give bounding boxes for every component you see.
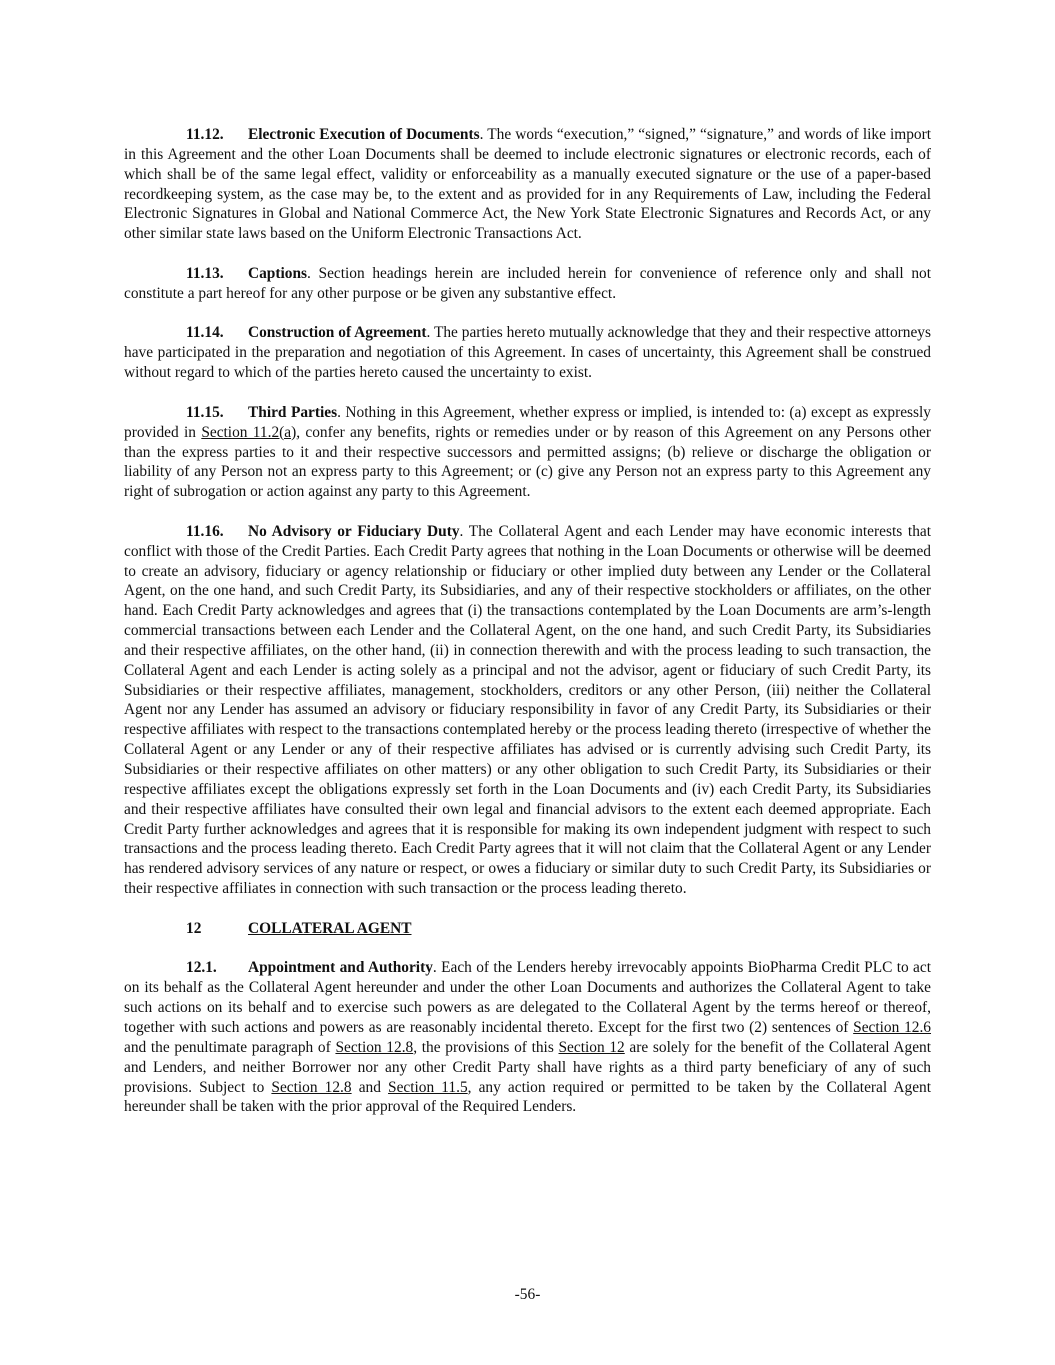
article-title: COLLATERAL AGENT xyxy=(248,919,412,937)
section-text: and xyxy=(351,1078,389,1096)
section-text: . Section headings herein are included herein for convenience of reference only and shall not constitute a part hereof for any other purpose or be given any substantive effect. xyxy=(124,264,931,302)
section-text: , confer any benefits, rights or remedies under or by reason of this Agreement on any Persons other than the express parties to it and their respective successors and permitted assigns; (b) relieve or discharge the obligation or liability of any Person not an express party to this Agreement; or (c) give any Person not an express party to this Agreement any right of subrogation or action against any party to this Agreement. xyxy=(124,423,931,501)
section-reference: Section 11.2(a) xyxy=(201,423,297,441)
section-text: . Each of the Lenders hereby irrevocably appoints BioPharma Credit PLC to act on its behalf as the Collateral Agent hereunder and under the other Loan Documents and authorizes the Collateral Agent to take such actions on its behalf and to exercise such powers as are delegated to the Collateral Agent by the terms hereof or thereof, together with such actions and powers as are reasonably incidental thereto. Except for the first two (2) sentences of xyxy=(124,959,931,1036)
section-text: . The Collateral Agent and each Lender may have economic interests that conflict with those of the Credit Parties. Each Credit Party agrees that nothing in the Loan Documents or otherwise will be deemed to create an advisory, fiduciary or agency relationship or fiduciary or other implied duty between any Lender or the Collateral Agent, on the one hand, and such Credit Party, its Subsidiaries, and any of their respective stockholders or affiliates, on the other hand. Each Credit Party acknowledges and agrees that (i) the transactions contemplated by the Loan Documents are arm’s-length commercial transactions between each Lender and the Collateral Agent, on the one hand, and such Credit Party, its Subsidiaries and their respective affiliates, on the other hand, (ii) in connection therewith and with the process leading to such transaction, the Collateral Agent and each Lender is acting solely as a principal and not the advisor, agent or fiduciary of such Credit Party, its Subsidiaries or their respective affiliates, management, stockholders, creditors or any other Person, (iii) neither the Collateral Agent nor any Lender has assumed an advisory or fiduciary responsibility in favor of any Credit Party, its Subsidiaries or their respective affiliates with respect to the transactions contemplated hereby or the process leading thereto (irrespective of whether the Collateral Agent or any Lender or any of their respective affiliates has advised or is currently advising such Credit Party, its Subsidiaries or their respective affiliates on other matters) or any other obligation to such Credit Party, its Subsidiaries or their respective affiliates except the obligations expressly set forth in the Loan Documents and (iv) each Credit Party, its Subsidiaries and their respective affiliates have consulted their own legal and financial advisors to the extent each deemed appropriate. Each Credit Party further acknowledges and agrees that it is responsible for making its own independent judgment with respect to such transactions and the process leading thereto. Each Credit Party agrees that it will not claim that the Collateral Agent or any Lender has rendered advisory services of any nature or respect, or owes a fiduciary or similar duty to such Credit Party, its Subsidiaries or their respective affiliates in connection with such transaction or the process leading thereto. xyxy=(124,522,931,898)
section-number: 11.13. xyxy=(186,264,224,282)
section-text: . The parties hereto mutually acknowledge that they and their respective attorneys have participated in the preparation and negotiation of this Agreement. In cases of uncertainty, this Agreement shall be construed without regard to which of the parties hereto caused the uncertainty to exist. xyxy=(124,324,931,382)
document-body xyxy=(124,125,931,1137)
section-number: 12.1. xyxy=(186,959,217,977)
page-number: -56- xyxy=(514,1286,541,1303)
section-reference: Section 12.8 xyxy=(271,1078,352,1096)
section-text: , any action required or permitted to be taken by the Collateral Agent hereunder shall be taken with the prior approval of the Required Lenders. xyxy=(124,1078,932,1116)
section-title: Appointment and Authority xyxy=(248,959,433,977)
section-12-1 xyxy=(124,958,931,1117)
section-title: Third Parties xyxy=(248,403,338,421)
section-number: 11.16. xyxy=(186,522,224,540)
section-text: . The words “execution,” “signed,” “signature,” and words of like import in this Agreement and the other Loan Documents shall be deemed to include electronic signatures or electronic records, each of which shall be of the same legal effect, validity or enforceability as a manually executed signature or the use of a paper-based recordkeeping system, as the case may be, to the extent and as provided for in any Requirements of Law, including the Federal Electronic Signatures in Global and National Commerce Act, the New York State Electronic Signatures and Records Act, or any other similar state laws based on the Uniform Electronic Transactions Act. xyxy=(124,126,931,243)
section-text: and the penultimate paragraph of xyxy=(124,1038,336,1056)
section-11-13 xyxy=(124,264,931,304)
section-number: 11.15. xyxy=(186,403,224,421)
section-11-14 xyxy=(124,323,931,383)
section-text: are solely for the benefit of the Collateral Agent and Lenders, and neither Borrower nor any other Credit Party shall have rights as a third party beneficiary of any of such provisions. Subject to xyxy=(124,1038,931,1096)
article-heading xyxy=(124,919,931,939)
section-title: Captions xyxy=(248,264,308,282)
section-title: No Advisory or Fiduciary Duty xyxy=(248,522,460,540)
section-number: 11.14. xyxy=(186,324,224,342)
section-11-12 xyxy=(124,125,931,244)
article-number: 12 xyxy=(186,919,202,937)
section-reference: Section 11.5 xyxy=(388,1078,468,1096)
section-reference: Section 12 xyxy=(558,1038,625,1056)
section-number: 11.12. xyxy=(186,126,224,143)
section-text: , the provisions of this xyxy=(413,1038,559,1056)
section-title: Construction of Agreement xyxy=(248,324,427,342)
section-11-16 xyxy=(124,522,931,899)
section-title: Electronic Execution of Documents xyxy=(248,126,480,143)
section-reference: Section 12.8 xyxy=(335,1038,414,1056)
section-text: . Nothing in this Agreement, whether express or implied, is intended to: (a) except as expressly provided in xyxy=(124,403,931,441)
section-reference: Section 12.6 xyxy=(853,1018,932,1036)
section-11-15 xyxy=(124,403,931,502)
